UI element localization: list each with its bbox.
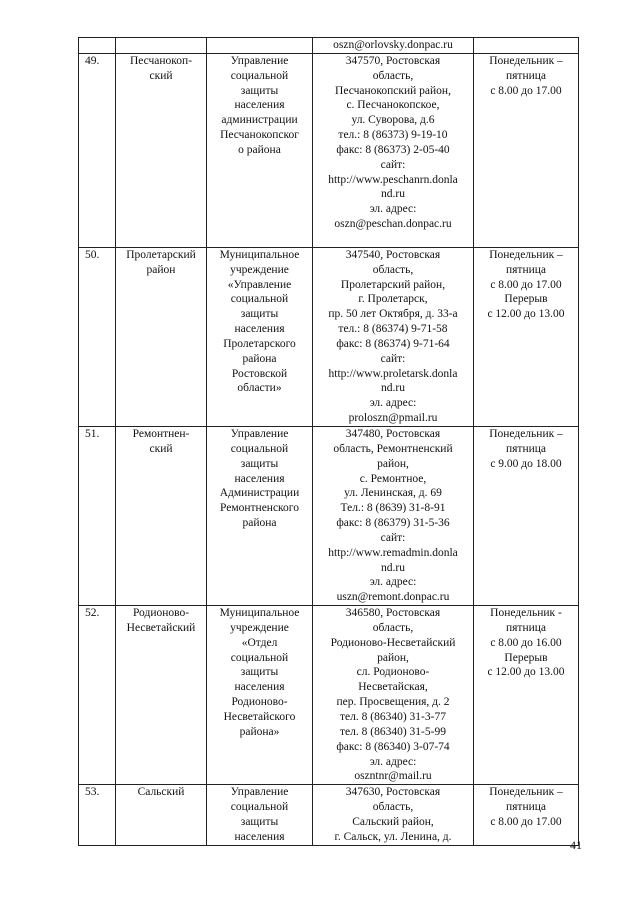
hours-line: с 8.00 до 17.00 bbox=[490, 278, 562, 291]
address-line: пер. Просвещения, д. 2 bbox=[336, 696, 450, 709]
address-cell bbox=[313, 53, 474, 247]
org-line: учреждение bbox=[230, 621, 289, 634]
address-cell bbox=[313, 247, 474, 426]
district-cell bbox=[116, 53, 207, 247]
address-line: факс: 8 (86373) 2-05-40 bbox=[336, 143, 450, 156]
org-line: Песчанокопског bbox=[220, 129, 299, 142]
org-cell bbox=[207, 785, 313, 845]
row-number: 50. bbox=[79, 247, 116, 426]
org-line: Управление bbox=[230, 54, 289, 67]
address-line: с. Песчанокопское, bbox=[346, 99, 440, 112]
hours-line: пятница bbox=[505, 69, 547, 82]
address-line: район, bbox=[377, 457, 409, 470]
district-cell bbox=[116, 426, 207, 605]
org-line: Ростовской bbox=[231, 367, 288, 380]
hours-line: пятница bbox=[505, 621, 547, 634]
district-line: ский bbox=[149, 442, 173, 455]
hours-line: с 9.00 до 18.00 bbox=[490, 457, 562, 470]
org-line: о района bbox=[238, 143, 281, 156]
address-line: http://www.peschanrn.donla bbox=[328, 173, 458, 186]
district-line: ский bbox=[149, 69, 173, 82]
hours-line: Перерыв bbox=[504, 651, 548, 664]
district-line: район bbox=[146, 263, 176, 276]
table-row bbox=[79, 247, 579, 426]
address-line: факс: 8 (86379) 31-5-36 bbox=[336, 517, 450, 530]
address-line: район, bbox=[377, 651, 409, 664]
hours-cell bbox=[474, 785, 579, 845]
hours-line: Перерыв bbox=[504, 293, 548, 306]
org-line: защиты bbox=[240, 815, 279, 828]
address-line: ул. Суворова, д.6 bbox=[351, 114, 435, 127]
hours-line: Понедельник – bbox=[489, 427, 563, 440]
org-line: социальной bbox=[230, 69, 289, 82]
address-line: 347540, Ростовская bbox=[345, 248, 441, 261]
continuation-row bbox=[79, 38, 579, 54]
hours-cell bbox=[474, 606, 579, 785]
address-line: 347480, Ростовская bbox=[345, 427, 441, 440]
address-line: 347570, Ростовская bbox=[345, 54, 441, 67]
address-line: 347630, Ростовская bbox=[345, 786, 441, 799]
email-text: oszn@orlovsky.donpac.ru bbox=[333, 39, 453, 51]
address-line: Тел.: 8 (8639) 31-8-91 bbox=[340, 502, 446, 515]
org-line: учреждение bbox=[230, 263, 289, 276]
org-cell bbox=[207, 247, 313, 426]
address-line: с. Ремонтное, bbox=[359, 472, 427, 485]
address-line: область, bbox=[372, 801, 414, 814]
hours-line: Понедельник - bbox=[490, 607, 562, 620]
hours-line: с 8.00 до 17.00 bbox=[490, 84, 562, 97]
address-line: сайт: bbox=[380, 158, 406, 171]
district-cell bbox=[116, 785, 207, 845]
hours-line: с 12.00 до 13.00 bbox=[487, 308, 565, 321]
address-line: Песчанокопский район, bbox=[335, 84, 451, 97]
hours-cell bbox=[474, 38, 579, 54]
page-number: 41 bbox=[570, 838, 582, 852]
address-line: пр. 50 лет Октября, д. 33-а bbox=[328, 308, 458, 321]
address-line: http://www.remadmin.donla bbox=[328, 546, 458, 559]
address-line: область, Ремонтненский bbox=[333, 442, 453, 455]
address-line: эл. адрес: bbox=[369, 397, 417, 410]
address-line: Сальский район, bbox=[352, 815, 434, 828]
hours-line: пятница bbox=[505, 263, 547, 276]
org-line: населения bbox=[234, 323, 285, 336]
org-line: «Отдел bbox=[241, 636, 278, 649]
hours-cell bbox=[474, 426, 579, 605]
district-line: Родионово- bbox=[132, 607, 190, 620]
address-line: nd.ru bbox=[381, 188, 405, 201]
org-cell bbox=[207, 38, 313, 54]
org-line: Несветайского bbox=[223, 711, 296, 723]
org-line: населения bbox=[234, 99, 285, 112]
address-line: uszn@remont.donpac.ru bbox=[336, 591, 450, 604]
org-line: Муниципальное bbox=[219, 248, 300, 261]
address-line: эл. адрес: bbox=[369, 203, 417, 216]
org-line: защиты bbox=[240, 666, 279, 679]
org-line: Пролетарского bbox=[223, 337, 296, 350]
address-line: г. Пролетарск, bbox=[358, 293, 428, 306]
social-protection-table bbox=[78, 37, 579, 846]
address-line: тел.: 8 (86373) 9-19-10 bbox=[338, 129, 448, 142]
org-line: «Управление bbox=[227, 278, 292, 291]
district-line: Пролетарский bbox=[126, 248, 196, 261]
address-line: сл. Родионово- bbox=[356, 666, 430, 679]
row-number: 52. bbox=[79, 606, 116, 785]
org-line: района» bbox=[239, 725, 280, 738]
address-line: тел. 8 (86340) 31-5-99 bbox=[340, 725, 446, 738]
district-cell bbox=[116, 606, 207, 785]
address-line: nd.ru bbox=[381, 561, 405, 574]
address-line: область, bbox=[372, 263, 414, 276]
hours-cell bbox=[474, 247, 579, 426]
hours-line: Понедельник – bbox=[489, 248, 563, 261]
org-line: защиты bbox=[240, 84, 279, 97]
row-number: 53. bbox=[79, 785, 116, 845]
address-line: nd.ru bbox=[381, 382, 405, 395]
address-line: сайт: bbox=[380, 531, 406, 544]
address-line: тел.: 8 (86374) 9-71-58 bbox=[338, 323, 448, 336]
hours-line: пятница bbox=[505, 442, 547, 455]
address-line: oszntnr@mail.ru bbox=[354, 770, 432, 783]
org-line: социальной bbox=[230, 651, 289, 664]
org-line: населения bbox=[234, 472, 285, 485]
hours-line: с 8.00 до 17.00 bbox=[490, 815, 562, 828]
org-line: населения bbox=[234, 830, 285, 843]
district-line: Сальский bbox=[137, 786, 185, 799]
address-line: Пролетарский район, bbox=[340, 278, 446, 291]
address-line: факс: 8 (86374) 9-71-64 bbox=[336, 337, 450, 350]
address-line: тел. 8 (86340) 31-3-77 bbox=[340, 711, 446, 723]
org-line: Управление bbox=[230, 427, 289, 440]
district-cell bbox=[116, 38, 207, 54]
hours-cell bbox=[474, 53, 579, 247]
org-line: области» bbox=[237, 382, 282, 395]
address-line: сайт: bbox=[380, 352, 406, 365]
org-cell bbox=[207, 606, 313, 785]
address-line: эл. адрес: bbox=[369, 576, 417, 589]
district-line: Ремонтнен- bbox=[132, 427, 190, 440]
address-line: Несветайская, bbox=[358, 681, 428, 694]
org-line: Ремонтненского bbox=[219, 502, 299, 515]
table-row bbox=[79, 606, 579, 785]
table-row bbox=[79, 785, 579, 845]
address-line: г. Сальск, ул. Ленина, д. bbox=[334, 830, 452, 843]
num-cell bbox=[79, 38, 116, 54]
org-line: защиты bbox=[240, 457, 279, 470]
address-line: область, bbox=[372, 69, 414, 82]
hours-line: с 8.00 до 16.00 bbox=[490, 636, 562, 649]
district-line: Несветайский bbox=[126, 621, 196, 634]
org-line: защиты bbox=[240, 308, 279, 321]
org-line: социальной bbox=[230, 801, 289, 814]
row-number: 49. bbox=[79, 53, 116, 247]
hours-line: Понедельник – bbox=[489, 786, 563, 799]
address-line: область, bbox=[372, 621, 414, 634]
org-line: социальной bbox=[230, 293, 289, 306]
address-line: ул. Ленинская, д. 69 bbox=[344, 487, 442, 500]
org-line: района bbox=[242, 352, 277, 365]
org-line: администрации bbox=[221, 114, 298, 127]
org-line: социальной bbox=[230, 442, 289, 455]
address-line: 346580, Ростовская bbox=[345, 607, 441, 620]
address-cell bbox=[313, 38, 474, 54]
address-line: факс: 8 (86340) 3-07-74 bbox=[336, 740, 450, 753]
address-cell bbox=[313, 606, 474, 785]
address-line: Родионово-Несветайский bbox=[330, 636, 456, 649]
district-cell bbox=[116, 247, 207, 426]
hours-line: с 12.00 до 13.00 bbox=[487, 666, 565, 679]
address-cell bbox=[313, 785, 474, 845]
org-line: населения bbox=[234, 681, 285, 694]
org-line: Родионово- bbox=[231, 696, 288, 709]
address-line: http://www.proletarsk.donla bbox=[328, 367, 458, 380]
address-cell bbox=[313, 426, 474, 605]
table-row bbox=[79, 53, 579, 247]
org-cell bbox=[207, 426, 313, 605]
hours-line: пятница bbox=[505, 801, 547, 814]
org-line: Управление bbox=[230, 786, 289, 799]
hours-line: Понедельник – bbox=[489, 54, 563, 67]
org-line: района bbox=[242, 517, 277, 530]
org-line: Администрации bbox=[219, 487, 300, 500]
address-line: эл. адрес: bbox=[369, 755, 417, 768]
org-cell bbox=[207, 53, 313, 247]
district-line: Песчанокоп- bbox=[129, 54, 193, 67]
address-line: oszn@peschan.donpac.ru bbox=[334, 218, 452, 231]
row-number: 51. bbox=[79, 426, 116, 605]
org-line: Муниципальное bbox=[219, 607, 300, 620]
table-row bbox=[79, 426, 579, 605]
address-line: proloszn@pmail.ru bbox=[348, 412, 438, 425]
